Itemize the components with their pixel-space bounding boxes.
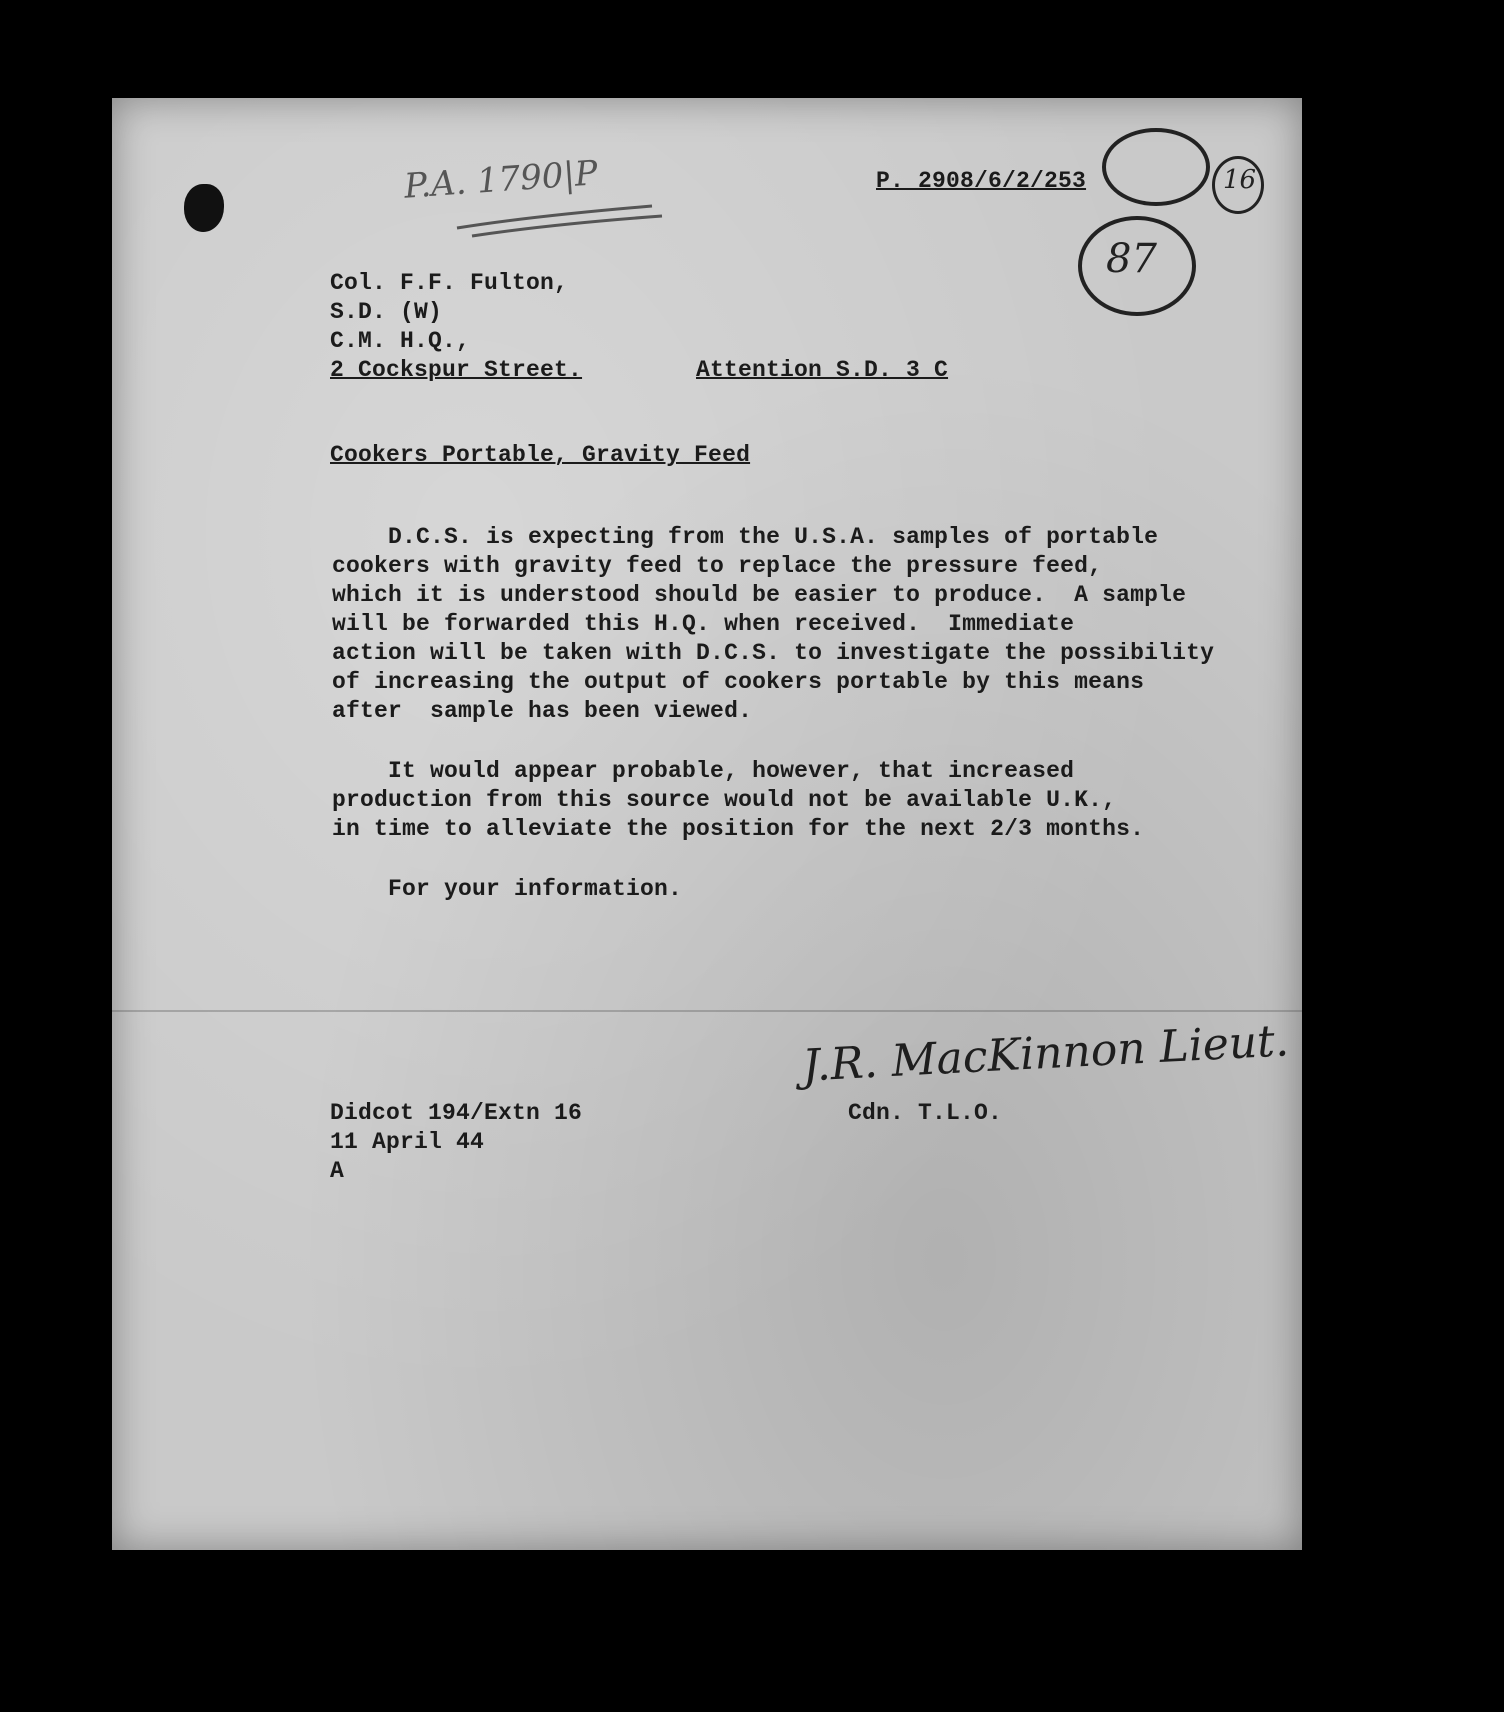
handwritten-reference: P.A. 1790|P — [402, 153, 599, 207]
circled-number: 87 — [1106, 236, 1157, 282]
circled-mark — [1212, 156, 1264, 214]
footer-date: 11 April 44 — [330, 1129, 485, 1155]
paragraph1-line: will be forwarded this H.Q. when received. Immediate — [332, 611, 1075, 637]
address-line-4: 2 Cockspur Street. — [330, 357, 583, 383]
paragraph2-line: production from this source would not be available U.K., — [332, 787, 1117, 813]
circled-mark-text: 16 — [1223, 165, 1257, 195]
paragraph1-line: which it is understood should be easier to produce. A sample — [332, 582, 1187, 608]
ink-blot — [184, 184, 224, 232]
handwritten-signature: J.R. MacKinnon Lieut. — [800, 1015, 1291, 1092]
signature-title: Cdn. T.L.O. — [848, 1100, 1003, 1126]
circled-annotation — [1078, 216, 1196, 316]
footer-initial: A — [330, 1158, 345, 1184]
top-right-circle — [1102, 128, 1210, 206]
address-line-2: S.D. (W) — [330, 299, 443, 325]
subject-line: Cookers Portable, Gravity Feed — [330, 442, 751, 468]
paragraph1-line: D.C.S. is expecting from the U.S.A. samples of portable — [332, 524, 1159, 550]
paragraph1-line: after sample has been viewed. — [332, 698, 753, 724]
paragraph2-line: It would appear probable, however, that increased — [332, 758, 1075, 784]
attention-line: Attention S.D. 3 C — [696, 357, 949, 383]
document-page — [112, 98, 1302, 1550]
pen-strokes-icon — [452, 198, 672, 238]
fold-line — [112, 1010, 1302, 1012]
closing-line: For your information. — [332, 876, 683, 902]
paragraph1-line: of increasing the output of cookers portable by this means — [332, 669, 1145, 695]
address-line-1: Col. F.F. Fulton, — [330, 270, 569, 296]
footer-phone: Didcot 194/Extn 16 — [330, 1100, 583, 1126]
address-line-3: C.M. H.Q., — [330, 328, 471, 354]
paragraph1-line: action will be taken with D.C.S. to investigate the possibility — [332, 640, 1215, 666]
paragraph1-line: cookers with gravity feed to replace the pressure feed, — [332, 553, 1103, 579]
paragraph2-line: in time to alleviate the position for the next 2/3 months. — [332, 816, 1145, 842]
file-reference: P. 2908/6/2/253 — [876, 168, 1087, 194]
